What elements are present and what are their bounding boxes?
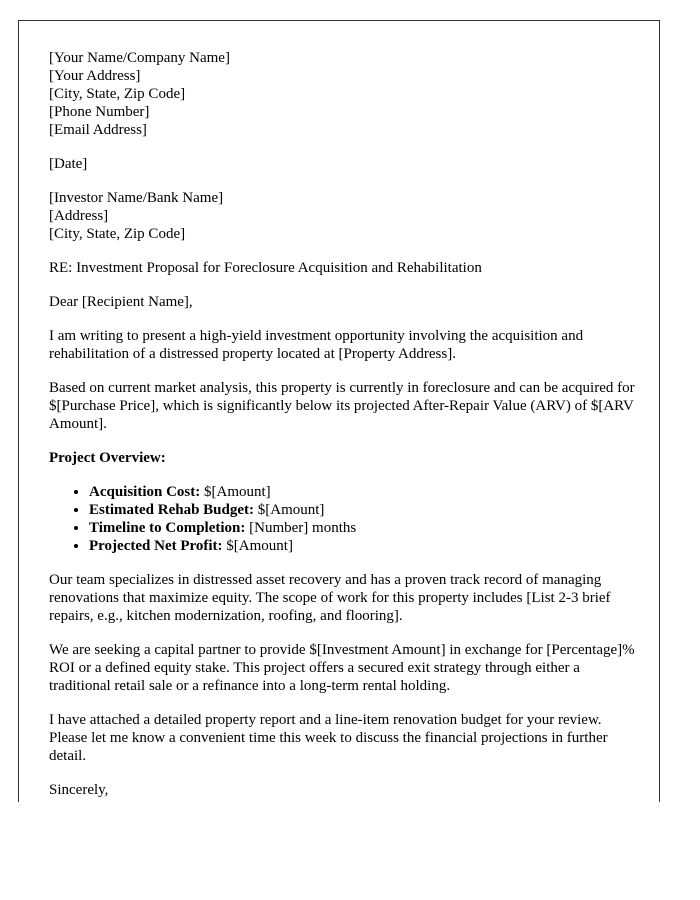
capital-paragraph: We are seeking a capital partner to provide $[Investment Amount] in exchange for [Percentage]% ROI or a defined equity stake. This project offers a secured exit strategy through either a traditional retail sale or a refinance into a long-term rental holding. [49, 642, 635, 694]
salutation: Dear [Recipient Name], [49, 294, 193, 310]
list-item [89, 519, 639, 537]
overview-item-value: [Number] months [245, 520, 357, 536]
market-paragraph: Based on current market analysis, this property is currently in foreclosure and can be acquired for $[Purchase Price], which is significantly below its projected After-Repair Value (ARV) of $[ARV Amount]. [49, 380, 635, 432]
sender-name: [Your Name/Company Name] [49, 50, 230, 66]
sender-email: [Email Address] [49, 122, 147, 138]
closing: Sincerely, [49, 782, 109, 798]
list-item [89, 483, 639, 501]
recipient-address: [Address] [49, 208, 109, 224]
letter-content [49, 49, 639, 802]
recipient-city: [City, State, Zip Code] [49, 226, 186, 242]
overview-item-value: $[Amount] [200, 484, 271, 500]
sender-block [49, 49, 639, 139]
overview-item-value: $[Amount] [254, 502, 325, 518]
recipient-block [49, 189, 639, 243]
intro-paragraph: I am writing to present a high-yield investment opportunity involving the acquisition and rehabilitation of a distressed property located at [Property Address]. [49, 328, 584, 362]
overview-item-value: $[Amount] [222, 538, 293, 554]
recipient-name: [Investor Name/Bank Name] [49, 190, 224, 206]
overview-item-label: Timeline to Completion: [89, 520, 246, 536]
letter-page [18, 20, 660, 802]
overview-item-label: Estimated Rehab Budget: [89, 502, 255, 518]
overview-list [49, 483, 639, 555]
overview-item-label: Projected Net Profit: [89, 538, 223, 554]
team-paragraph: Our team specializes in distressed asset recovery and has a proven track record of managing renovations that maximize equity. The scope of work for this property includes [List 2-3 brief repairs, e.g., kitchen modernization, roofing, and flooring]. [49, 572, 611, 624]
sender-address: [Your Address] [49, 68, 141, 84]
attachment-paragraph: I have attached a detailed property report and a line-item renovation budget for your review. Please let me know a convenient time this week to discuss the financial projections in further detail. [49, 712, 608, 764]
list-item [89, 537, 639, 555]
overview-heading: Project Overview: [49, 450, 166, 466]
list-item [89, 501, 639, 519]
subject-line: RE: Investment Proposal for Foreclosure Acquisition and Rehabilitation [49, 260, 482, 276]
letter-date: [Date] [49, 156, 88, 172]
sender-city: [City, State, Zip Code] [49, 86, 186, 102]
sender-phone: [Phone Number] [49, 104, 150, 120]
overview-item-label: Acquisition Cost: [89, 484, 201, 500]
